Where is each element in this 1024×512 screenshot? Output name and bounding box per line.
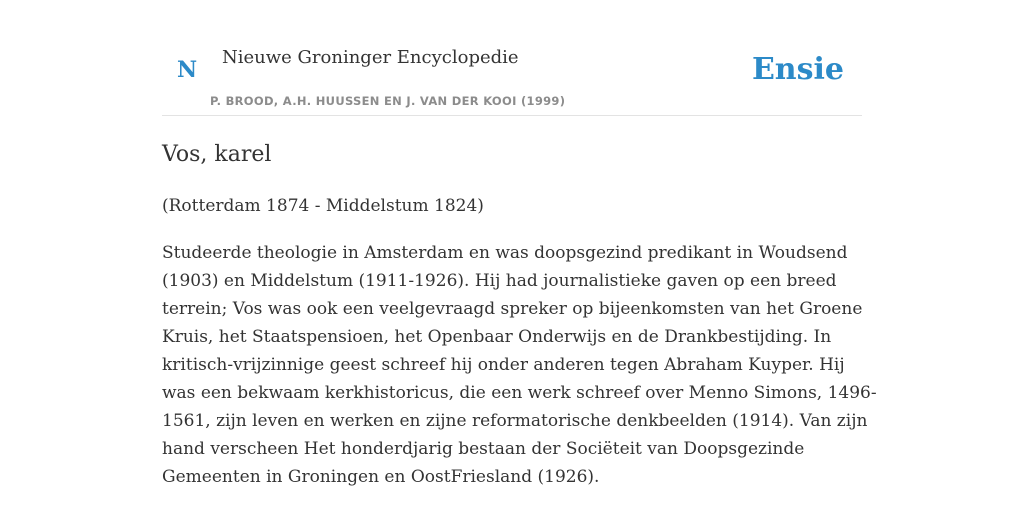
source-title[interactable]: Nieuwe Groninger Encyclopedie: [222, 47, 519, 68]
entry-body-line: (1903) en Middelstum (1911-1926). Hij had journalistieke gaven op een breed: [162, 271, 837, 291]
source-authors: P. BROOD, A.H. HUUSSEN EN J. VAN DER KOOI (1999): [210, 94, 566, 108]
source-logo: N: [177, 57, 198, 83]
entry-title: Vos, karel: [162, 142, 272, 167]
entry-body-line: Kruis, het Staatspensioen, het Openbaar Onderwijs en de Drankbestijding. In: [162, 327, 832, 347]
entry-body-line: hand verscheen Het honderdjarig bestaan der Sociëteit van Doopsgezinde: [162, 439, 805, 459]
entry-body-line: kritisch-vrijzinnige geest schreef hij onder anderen tegen Abraham Kuyper. Hij: [162, 355, 845, 375]
entry-body-line: Studeerde theologie in Amsterdam en was doopsgezind predikant in Woudsend: [162, 243, 848, 263]
entry-body-line: was een bekwaam kerkhistoricus, die een werk schreef over Menno Simons, 1496-: [162, 383, 877, 403]
entry-body-line: Gemeenten in Groningen en OostFriesland (1926).: [162, 467, 600, 487]
entry-body: [162, 239, 877, 491]
entry-body-line: terrein; Vos was ook een veelgevraagd spreker op bijeenkomsten van het Groene: [162, 299, 863, 319]
entry-subtitle: (Rotterdam 1874 - Middelstum 1824): [162, 196, 484, 216]
entry-body-line: 1561, zijn leven en werken en zijne reformatorische denkbeelden (1914). Van zijn: [162, 411, 868, 431]
brand-logo[interactable]: Ensie: [751, 52, 844, 87]
source-header: [162, 0, 862, 116]
